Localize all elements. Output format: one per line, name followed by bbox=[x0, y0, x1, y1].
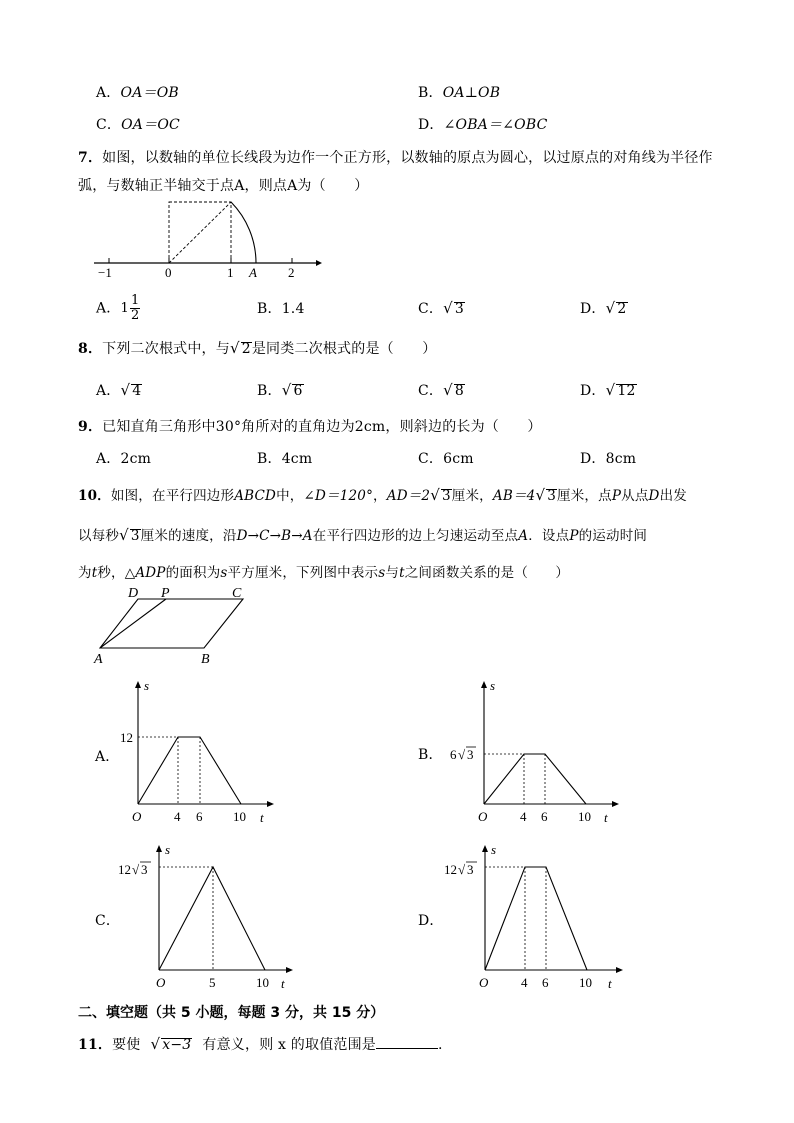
graph-a-letter: A． bbox=[95, 749, 120, 765]
x-axis-arrow bbox=[616, 967, 623, 973]
question-text: 下列二次根式中，与 bbox=[102, 341, 230, 357]
x-tick-label: 10 bbox=[578, 809, 591, 824]
question-text: 厘米，点 bbox=[557, 488, 612, 504]
question-text: 如图，在平行四边形 bbox=[110, 488, 235, 504]
radicand: 3 bbox=[130, 528, 140, 544]
q8-option-a bbox=[96, 380, 142, 400]
radicand: 3 bbox=[454, 301, 464, 317]
y-axis-label: s bbox=[165, 842, 171, 857]
mixed-number bbox=[121, 294, 141, 323]
question-text: . bbox=[438, 1037, 443, 1053]
question-text: 与 bbox=[385, 565, 400, 581]
math-var: D bbox=[648, 488, 660, 504]
question-text: 有意义，则 x 的取值范围是 bbox=[202, 1037, 377, 1053]
q10-parallelogram-figure bbox=[88, 582, 268, 668]
q7-option-a bbox=[96, 294, 140, 323]
q9-option-b bbox=[257, 448, 312, 468]
q6-option-b bbox=[418, 82, 500, 102]
label-minus-one: −1 bbox=[98, 265, 112, 278]
vertex-d: D bbox=[128, 586, 139, 601]
math-var: P bbox=[569, 528, 579, 544]
math-expr: AD＝2 bbox=[386, 488, 431, 504]
question-text: 从点 bbox=[621, 488, 649, 504]
point-p: P bbox=[161, 586, 170, 601]
question-number: 10． bbox=[78, 488, 111, 504]
vertex-a: A bbox=[94, 652, 103, 667]
math-var: t bbox=[91, 565, 98, 581]
option-letter: D． bbox=[580, 301, 606, 317]
option-letter: A． bbox=[96, 300, 121, 317]
y-axis-arrow bbox=[135, 681, 141, 688]
math-var: s bbox=[378, 565, 386, 581]
q9-stem bbox=[78, 416, 542, 436]
option-letter: C． bbox=[418, 301, 444, 317]
q9-option-a bbox=[96, 448, 151, 468]
parallelogram-abcd bbox=[100, 599, 243, 648]
x-axis-label: t bbox=[281, 976, 285, 990]
x-tick-label: 10 bbox=[233, 809, 246, 824]
y-axis-arrow bbox=[156, 845, 162, 852]
question-text: 的面积为 bbox=[165, 565, 221, 581]
option-letter: B． bbox=[257, 301, 282, 317]
option-letter: D． bbox=[418, 117, 444, 133]
origin-label: O bbox=[156, 975, 166, 990]
y-tick-label: 12 bbox=[120, 730, 133, 745]
option-letter: B． bbox=[257, 383, 282, 399]
y-axis-label: s bbox=[144, 678, 150, 693]
math-expr: D→C→B→A bbox=[236, 528, 313, 544]
function-graph bbox=[484, 754, 586, 804]
radicand: 3 bbox=[441, 488, 451, 504]
x-axis-arrow bbox=[286, 967, 293, 973]
math-var: A bbox=[518, 528, 529, 544]
y-tick-coefficient: 12 bbox=[444, 862, 457, 877]
function-graph bbox=[159, 867, 265, 970]
question-text: 以每秒 bbox=[78, 528, 120, 544]
option-letter: C． bbox=[418, 383, 444, 399]
y-axis-label: s bbox=[491, 842, 497, 857]
q8-option-d bbox=[580, 380, 637, 400]
answer-blank[interactable] bbox=[376, 1048, 438, 1049]
graph-b-letter: B． bbox=[418, 747, 443, 763]
option-text: OA＝OC bbox=[121, 117, 180, 133]
x-tick-label: 5 bbox=[209, 975, 216, 990]
radical-sign: √ bbox=[132, 862, 140, 877]
radicand: x−3 bbox=[162, 1037, 192, 1053]
graph-d bbox=[441, 840, 631, 990]
q8-option-b bbox=[257, 380, 304, 400]
y-axis-arrow bbox=[482, 845, 488, 852]
question-number: 7． bbox=[78, 150, 103, 166]
axis-arrow bbox=[316, 260, 322, 266]
x-tick-label: 6 bbox=[541, 809, 548, 824]
option-letter: B． bbox=[418, 85, 443, 101]
x-tick-label: 10 bbox=[256, 975, 269, 990]
option-text: 6cm bbox=[443, 451, 474, 467]
radical-sign: √ bbox=[120, 381, 131, 399]
radical-sign: √ bbox=[229, 339, 240, 357]
denominator: 2 bbox=[131, 308, 140, 323]
function-graph bbox=[485, 867, 587, 970]
q9-option-c bbox=[418, 448, 474, 468]
question-text: ， bbox=[373, 488, 387, 504]
q9-option-d bbox=[580, 448, 636, 468]
q6-option-c bbox=[96, 114, 180, 134]
option-letter: A． bbox=[96, 383, 121, 399]
x-axis-label: t bbox=[604, 810, 608, 825]
question-text: 出发 bbox=[659, 488, 687, 504]
radical-sign: √ bbox=[458, 862, 466, 877]
radical-sign: √ bbox=[535, 486, 546, 504]
y-axis-arrow bbox=[481, 681, 487, 688]
question-text: 如图，以数轴的单位长线段为边作一个正方形，以数轴的原点为圆心，以过原点的对角线为半径作 bbox=[102, 150, 713, 166]
section-title: 二、填空题（共 5 小题，每题 3 分，共 15 分） bbox=[78, 1005, 385, 1021]
y-tick-radicand: 3 bbox=[467, 862, 474, 877]
x-tick-label: 10 bbox=[579, 975, 592, 990]
origin-label: O bbox=[132, 809, 142, 824]
question-number: 11． bbox=[78, 1037, 113, 1053]
q10-stem-line1 bbox=[78, 484, 687, 504]
radicand: 6 bbox=[293, 383, 303, 399]
option-text: OA⊥OB bbox=[442, 85, 501, 101]
radicand: 3 bbox=[547, 488, 557, 504]
graph-c-letter: C． bbox=[95, 913, 121, 929]
option-text: 8cm bbox=[605, 451, 637, 467]
question-text: ．设点 bbox=[528, 528, 570, 544]
question-text: 在平行四边形的边上匀速运动至点 bbox=[312, 528, 519, 544]
math-var: s bbox=[220, 565, 228, 581]
math-expr: AB＝4 bbox=[492, 488, 536, 504]
question-text: 中， bbox=[276, 488, 304, 504]
graph-c bbox=[114, 840, 304, 990]
y-tick-coefficient: 12 bbox=[118, 862, 131, 877]
q6-option-d bbox=[418, 114, 548, 134]
origin-label: O bbox=[479, 975, 489, 990]
origin-label: O bbox=[478, 809, 488, 824]
question-text: 弧，与数轴正半轴交于点A，则点A为（ ） bbox=[78, 178, 369, 194]
q7-number-line-figure bbox=[86, 196, 326, 278]
option-text: 2cm bbox=[120, 451, 152, 467]
radicand: 2 bbox=[241, 341, 251, 357]
radical-sign: √ bbox=[119, 526, 129, 544]
y-tick-radicand: 3 bbox=[467, 747, 474, 762]
radical-sign: √ bbox=[443, 381, 453, 399]
question-text: 秒， bbox=[97, 565, 125, 581]
radical-sign: √ bbox=[605, 381, 616, 399]
x-axis-arrow bbox=[612, 801, 619, 807]
label-zero: 0 bbox=[165, 265, 172, 278]
option-letter: D． bbox=[580, 383, 606, 399]
label-one: 1 bbox=[227, 265, 234, 278]
option-letter: A． bbox=[96, 451, 121, 467]
option-text: 1.4 bbox=[281, 301, 305, 317]
radical-sign: √ bbox=[458, 747, 466, 762]
label-point-a: A bbox=[249, 265, 257, 278]
option-letter: C． bbox=[96, 117, 122, 133]
math-var: ABCD bbox=[234, 488, 277, 504]
y-axis-label: s bbox=[490, 678, 496, 693]
whole-part: 1 bbox=[120, 301, 129, 316]
math-var: t bbox=[399, 565, 405, 581]
graph-d-letter: D． bbox=[418, 913, 444, 929]
question-text: 厘米的速度，沿 bbox=[140, 528, 237, 544]
question-text: 已知直角三角形中30°角所对的直角边为2cm，则斜边的长为（ ） bbox=[102, 419, 542, 435]
option-letter: D． bbox=[580, 451, 606, 467]
q11-stem bbox=[78, 1034, 443, 1054]
radical-sign: √ bbox=[150, 1035, 161, 1053]
unit-square bbox=[169, 202, 231, 263]
radical-sign: √ bbox=[430, 486, 440, 504]
q7-option-b bbox=[257, 298, 305, 318]
question-text: 之间函数关系的是（ ） bbox=[404, 565, 570, 581]
y-tick-radicand: 3 bbox=[141, 862, 148, 877]
radical-sign: √ bbox=[281, 381, 292, 399]
q7-stem-line1 bbox=[78, 147, 713, 167]
question-number: 9． bbox=[78, 419, 103, 435]
question-text: 要使 bbox=[112, 1037, 141, 1053]
segment-ap bbox=[100, 599, 166, 648]
graph-b bbox=[444, 676, 624, 826]
question-number: 8． bbox=[78, 341, 103, 357]
vertex-c: C bbox=[232, 586, 242, 601]
x-axis-label: t bbox=[608, 976, 612, 990]
x-tick-label: 6 bbox=[196, 809, 203, 824]
question-text: 平方厘米，下列图中表示 bbox=[227, 565, 379, 581]
radical-sign: √ bbox=[605, 299, 616, 317]
q10-stem-line3 bbox=[78, 561, 569, 581]
option-text: OA＝OB bbox=[120, 85, 179, 101]
vertex-b: B bbox=[201, 652, 210, 667]
question-text: 是同类二次根式的是（ ） bbox=[251, 341, 437, 357]
option-letter: C． bbox=[418, 451, 444, 467]
function-graph bbox=[138, 737, 241, 804]
q6-option-a bbox=[96, 82, 179, 102]
x-axis-arrow bbox=[267, 801, 274, 807]
radicand: 12 bbox=[617, 383, 636, 399]
option-letter: B． bbox=[257, 451, 282, 467]
question-text: 厘米， bbox=[451, 488, 493, 504]
y-tick-coefficient: 6 bbox=[450, 747, 457, 762]
graph-a bbox=[110, 676, 280, 826]
x-tick-label: 4 bbox=[520, 809, 527, 824]
question-text: 为 bbox=[78, 565, 92, 581]
q7-stem-line2 bbox=[78, 175, 368, 195]
math-expr: ∠D＝120° bbox=[303, 488, 374, 504]
radicand: 4 bbox=[132, 383, 142, 399]
q8-stem bbox=[78, 338, 436, 358]
label-two: 2 bbox=[288, 265, 295, 278]
option-text: ∠OBA＝∠OBC bbox=[443, 117, 548, 133]
q7-option-d bbox=[580, 298, 628, 318]
math-expr: △ADP bbox=[124, 565, 166, 581]
x-tick-label: 4 bbox=[521, 975, 528, 990]
x-tick-label: 4 bbox=[174, 809, 181, 824]
radicand: 8 bbox=[454, 383, 464, 399]
numerator: 1 bbox=[131, 293, 140, 308]
x-tick-label: 6 bbox=[542, 975, 549, 990]
q8-option-c bbox=[418, 380, 465, 400]
radicand: 2 bbox=[617, 301, 627, 317]
x-axis-label: t bbox=[260, 810, 264, 825]
arc bbox=[231, 202, 256, 263]
diagonal bbox=[169, 202, 231, 263]
question-text: 的运动时间 bbox=[578, 528, 648, 544]
math-var: P bbox=[611, 488, 622, 504]
q10-stem-line2 bbox=[78, 524, 647, 544]
radical-sign: √ bbox=[443, 299, 453, 317]
q7-option-c bbox=[418, 298, 465, 318]
option-letter: A． bbox=[96, 85, 121, 101]
option-text: 4cm bbox=[281, 451, 313, 467]
